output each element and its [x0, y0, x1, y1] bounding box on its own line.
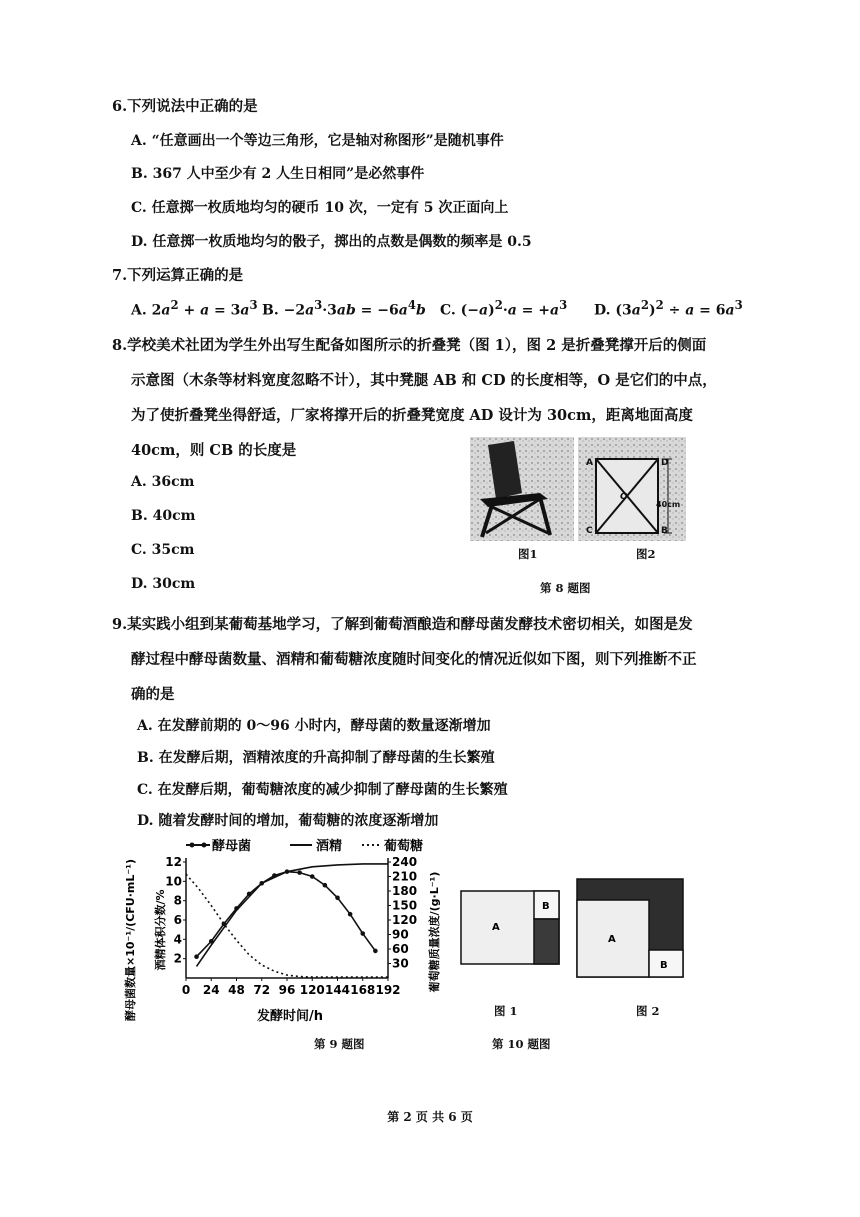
q9-option-c: C. 在发酵后期，葡萄糖浓度的减少抑制了酵母菌的生长繁殖: [137, 782, 508, 798]
q6-option-b: B. 367 人中至少有 2 人生日相同”是必然事件: [131, 166, 425, 182]
y-left-tick-label: 8: [173, 893, 182, 908]
x-tick-label: 192: [375, 983, 401, 997]
svg-text:40cm: 40cm: [656, 500, 681, 509]
legend-glucose: 葡萄糖: [384, 839, 424, 854]
y-right-tick-label: 120: [392, 913, 418, 927]
q8-figure-1-stool-photo: [470, 437, 574, 541]
y-left-tick-label: 4: [173, 932, 182, 947]
q8-figure-2-caption: 图2: [636, 547, 656, 561]
y-right-tick-label: 180: [392, 884, 418, 898]
legend-alcohol: 酒精: [316, 839, 343, 854]
q6-stem: 6.下列说法中正确的是: [112, 98, 258, 115]
yeast-data-point: [373, 949, 378, 954]
q8-figure-2-diagram: [578, 437, 686, 541]
q10-fig1-label-a: A: [492, 922, 500, 933]
q9-figure-caption: 第 9 题图: [314, 1037, 365, 1051]
q9-stem-line-2: 酵过程中酵母菌数量、酒精和葡萄糖浓度随时间变化的情况近似如下图，则下列推断不正: [131, 651, 697, 668]
yeast-data-point: [310, 874, 315, 879]
y-right-tick-label: 60: [392, 942, 409, 956]
y-left-tick-label: 12: [165, 855, 182, 869]
yeast-data-point: [335, 895, 340, 900]
q8-option-a: A. 36cm: [131, 474, 195, 490]
x-tick-label: 24: [202, 983, 220, 997]
q10-figure-caption: 第 10 题图: [492, 1037, 551, 1051]
x-tick-label: 168: [350, 983, 376, 997]
q10-fig2-label-b: B: [660, 960, 668, 971]
q8-stem-line-1: 8.学校美术社团为学生外出写生配备如图所示的折叠凳（图 1），图 2 是折叠凳撑开后的侧面: [112, 337, 707, 354]
svg-text:O: O: [620, 492, 628, 502]
y-axis-right-label: 葡萄糖质量浓度/(g·L⁻¹): [428, 871, 441, 993]
svg-text:B: B: [661, 526, 668, 536]
q8-stem-line-2: 示意图（木条等材料宽度忽略不计），其中凳腿 AB 和 CD 的长度相等，O 是它们的中点，: [131, 372, 717, 389]
q7-option-b: B. $-2a^3\cdot 3ab = -6a^4b$: [262, 298, 426, 319]
chart-legend: [186, 838, 423, 854]
page-footer: 第 2 页 共 6 页: [387, 1110, 473, 1124]
series-line-1: [197, 864, 388, 966]
q10-figure-2-caption: 图 2: [636, 1004, 660, 1018]
y-right-tick-label: 210: [392, 869, 418, 884]
x-tick-label: 0: [181, 983, 191, 997]
q7-option-a: A. $2a^2 + a = 3a^3$: [131, 298, 258, 319]
q9-option-a: A. 在发酵前期的 0～96 小时内，酵母菌的数量逐渐增加: [137, 718, 491, 734]
q9-option-d: D. 随着发酵时间的增加，葡萄糖的浓度逐渐增加: [137, 813, 439, 829]
q9-stem-line-3: 确的是: [131, 686, 175, 703]
q7-option-c: C. $(-a)^2\cdot a = +a^3$: [440, 298, 568, 319]
yeast-data-point: [348, 912, 353, 917]
q10-figure-2: [576, 878, 684, 978]
q10-fig2-label-a: A: [608, 934, 616, 945]
x-tick-label: 144: [324, 983, 351, 997]
y-left-tick-label: 6: [173, 913, 182, 927]
q8-option-d: D. 30cm: [131, 576, 196, 592]
q6-option-c: C. 任意掷一枚质地均匀的硬币 10 次，一定有 5 次正面向上: [131, 200, 509, 216]
y-left-tick-label: 10: [165, 874, 182, 889]
q6-option-a: A. “任意画出一个等边三角形，它是轴对称图形”是随机事件: [131, 133, 504, 149]
y-right-tick-label: 30: [392, 956, 409, 971]
y-left-tick-label: 2: [173, 951, 182, 966]
q7-option-d: D. $(3a^2)^2 \div a = 6a^3$: [594, 298, 743, 319]
q8-stem-line-3: 为了使折叠凳坐得舒适，厂家将撑开后的折叠凳宽度 AD 设计为 30cm，距离地面高度: [131, 407, 693, 424]
q9-option-b: B. 在发酵后期，酒精浓度的升高抑制了酵母菌的生长繁殖: [137, 750, 495, 766]
svg-text:A: A: [586, 458, 593, 468]
q9-stem-line-1: 9.某实践小组到某葡萄基地学习，了解到葡萄酒酿造和酵母菌发酵技术密切相关，如图是发: [112, 616, 693, 633]
x-tick-label: 72: [253, 983, 271, 997]
y-right-tick-label: 90: [392, 927, 409, 942]
q8-option-c: C. 35cm: [131, 542, 195, 558]
y-axis-outer-label: 酵母菌数量×10⁻¹/(CFU·mL⁻¹): [124, 858, 137, 1022]
yeast-data-point: [360, 931, 365, 936]
x-tick-label: 96: [278, 983, 296, 997]
q7-stem: 7.下列运算正确的是: [112, 267, 244, 284]
yeast-data-point: [323, 883, 328, 888]
x-axis-label: 发酵时间/h: [256, 1009, 324, 1024]
q10-fig1-label-b: B: [542, 901, 550, 912]
q10-figure-1: [460, 890, 560, 965]
y-right-tick-label: 150: [392, 898, 418, 913]
q8-figure-1-caption: 图1: [518, 547, 538, 561]
y-axis-inner-label: 酒精体积分数/%: [154, 889, 167, 971]
x-tick-label: 120: [299, 983, 325, 997]
svg-text:D: D: [661, 458, 669, 468]
y-right-tick-label: 240: [392, 855, 418, 869]
svg-text:C: C: [586, 526, 593, 536]
q8-option-b: B. 40cm: [131, 508, 196, 524]
yeast-data-point: [297, 870, 302, 875]
q9-fermentation-chart: [120, 830, 450, 1030]
q8-stem-line-4: 40cm，则 CB 的长度是: [131, 442, 297, 459]
yeast-data-point: [194, 954, 199, 959]
x-tick-label: 48: [228, 983, 245, 997]
legend-yeast: 酵母菌: [212, 839, 252, 854]
q10-figure-1-caption: 图 1: [494, 1004, 518, 1018]
q6-option-d: D. 任意掷一枚质地均匀的骰子，掷出的点数是偶数的频率是 0.5: [131, 234, 532, 250]
q8-figure-caption: 第 8 题图: [540, 581, 591, 595]
